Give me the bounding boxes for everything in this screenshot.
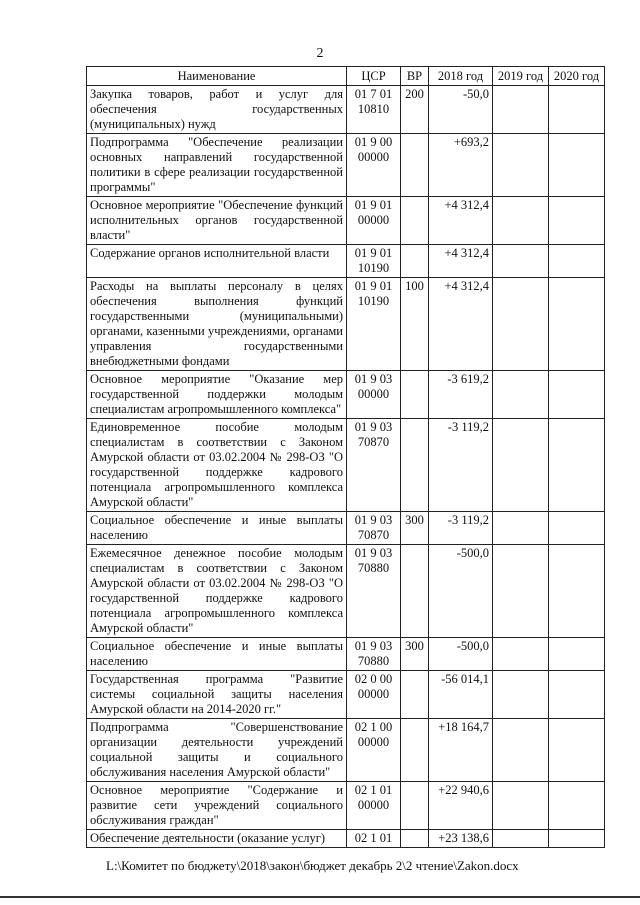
row-vr: 200 [401, 86, 429, 134]
row-csr: 01 9 03 70870 [347, 419, 401, 512]
row-value-2018: +4 312,4 [429, 278, 493, 371]
row-csr: 01 9 01 10190 [347, 278, 401, 371]
row-csr: 01 9 03 70870 [347, 512, 401, 545]
row-csr: 02 1 01 [347, 830, 401, 848]
table-row [87, 197, 605, 245]
scan-bottom-edge [0, 896, 640, 898]
row-name: Расходы на выплаты персоналу в целях обеспечения выполнения функций государственными (муниципальными) органами, казенными учреждениями, органами управления государственными внебюджетными фондами [87, 278, 347, 371]
row-vr [401, 545, 429, 638]
row-csr: 01 9 03 00000 [347, 371, 401, 419]
row-value-2018: +693,2 [429, 134, 493, 197]
table-row [87, 671, 605, 719]
row-csr: 01 9 01 00000 [347, 197, 401, 245]
row-name: Социальное обеспечение и иные выплаты населению [87, 512, 347, 545]
budget-table [86, 66, 605, 848]
row-csr: 02 0 00 00000 [347, 671, 401, 719]
row-value-2019 [493, 371, 549, 419]
table-row [87, 371, 605, 419]
row-value-2020 [549, 782, 605, 830]
row-value-2019 [493, 245, 549, 278]
row-value-2020 [549, 545, 605, 638]
row-value-2019 [493, 638, 549, 671]
table-row [87, 278, 605, 371]
row-vr [401, 197, 429, 245]
row-name: Единовременное пособие молодым специалистам в соответствии с Законом Амурской области от 03.02.2004 № 298-ОЗ "О государственной поддержке кадрового потенциала агропромышленного комплекса Амурской области" [87, 419, 347, 512]
row-value-2020 [549, 245, 605, 278]
row-value-2018: +4 312,4 [429, 197, 493, 245]
row-value-2020 [549, 371, 605, 419]
row-value-2020 [549, 830, 605, 848]
row-vr: 100 [401, 278, 429, 371]
row-value-2019 [493, 671, 549, 719]
header-csr: ЦСР [347, 67, 401, 86]
row-value-2019 [493, 830, 549, 848]
row-value-2018: -56 014,1 [429, 671, 493, 719]
row-value-2019 [493, 419, 549, 512]
row-csr: 01 9 01 10190 [347, 245, 401, 278]
row-value-2020 [549, 197, 605, 245]
row-vr [401, 671, 429, 719]
row-value-2020 [549, 671, 605, 719]
table-row [87, 638, 605, 671]
row-value-2019 [493, 512, 549, 545]
row-value-2020 [549, 278, 605, 371]
row-value-2018: +23 138,6 [429, 830, 493, 848]
row-value-2018: -3 119,2 [429, 512, 493, 545]
row-value-2019 [493, 782, 549, 830]
row-vr [401, 419, 429, 512]
table-row [87, 512, 605, 545]
header-vr: ВР [401, 67, 429, 86]
header-2019: 2019 год [493, 67, 549, 86]
row-vr [401, 782, 429, 830]
row-value-2018: -500,0 [429, 545, 493, 638]
row-name: Содержание органов исполнительной власти [87, 245, 347, 278]
row-name: Подпрограмма "Обеспечение реализации основных направлений государственной политики в сфере реализации государственной программы" [87, 134, 347, 197]
row-value-2018: +4 312,4 [429, 245, 493, 278]
table-row [87, 545, 605, 638]
row-value-2019 [493, 197, 549, 245]
row-csr: 01 7 01 10810 [347, 86, 401, 134]
row-csr: 01 9 03 70880 [347, 638, 401, 671]
row-value-2020 [549, 638, 605, 671]
row-name: Основное мероприятие "Обеспечение функций исполнительных органов государственной власти" [87, 197, 347, 245]
row-name: Обеспечение деятельности (оказание услуг) [87, 830, 347, 848]
row-csr: 01 9 00 00000 [347, 134, 401, 197]
row-vr [401, 719, 429, 782]
row-name: Закупка товаров, работ и услуг для обеспечения государственных (муниципальных) нужд [87, 86, 347, 134]
table-row [87, 245, 605, 278]
row-csr: 02 1 00 00000 [347, 719, 401, 782]
row-name: Основное мероприятие "Оказание мер государственной поддержки молодым специалистам агропромышленного комплекса" [87, 371, 347, 419]
row-value-2019 [493, 545, 549, 638]
row-name: Подпрограмма "Совершенствование организации деятельности учреждений социальной защиты и социального обслуживания населения Амурской области" [87, 719, 347, 782]
row-vr: 300 [401, 512, 429, 545]
row-vr [401, 371, 429, 419]
row-value-2020 [549, 134, 605, 197]
table-row [87, 830, 605, 848]
table-row [87, 719, 605, 782]
row-name: Социальное обеспечение и иные выплаты населению [87, 638, 347, 671]
page-number: 2 [316, 46, 324, 61]
row-value-2019 [493, 86, 549, 134]
row-value-2020 [549, 512, 605, 545]
table-row [87, 782, 605, 830]
row-name: Основное мероприятие "Содержание и развитие сети учреждений социального обслуживания граждан" [87, 782, 347, 830]
row-value-2018: +18 164,7 [429, 719, 493, 782]
row-value-2019 [493, 134, 549, 197]
row-name: Ежемесячное денежное пособие молодым специалистам в соответствии с Законом Амурской области от 03.02.2004 № 298-ОЗ "О государственной поддержке кадрового потенциала агропромышленного комплекса Амурской области" [87, 545, 347, 638]
row-value-2018: -3 119,2 [429, 419, 493, 512]
table-row [87, 86, 605, 134]
row-value-2020 [549, 719, 605, 782]
row-vr [401, 245, 429, 278]
row-csr: 01 9 03 70880 [347, 545, 401, 638]
header-2018: 2018 год [429, 67, 493, 86]
row-vr [401, 830, 429, 848]
table-header-row [87, 67, 605, 86]
row-name: Государственная программа "Развитие системы социальной защиты населения Амурской области на 2014-2020 гг." [87, 671, 347, 719]
table-row [87, 134, 605, 197]
row-value-2018: -500,0 [429, 638, 493, 671]
row-value-2018: +22 940,6 [429, 782, 493, 830]
file-path-footer: L:\Комитет по бюджету\2018\закон\бюджет декабрь 2\2 чтение\Zakon.docx [106, 858, 519, 873]
row-vr: 300 [401, 638, 429, 671]
header-name: Наименование [87, 67, 347, 86]
row-value-2019 [493, 278, 549, 371]
row-value-2020 [549, 419, 605, 512]
row-value-2018: -50,0 [429, 86, 493, 134]
header-2020: 2020 год [549, 67, 605, 86]
table-row [87, 419, 605, 512]
row-value-2019 [493, 719, 549, 782]
row-value-2020 [549, 86, 605, 134]
row-value-2018: -3 619,2 [429, 371, 493, 419]
row-csr: 02 1 01 00000 [347, 782, 401, 830]
row-vr [401, 134, 429, 197]
